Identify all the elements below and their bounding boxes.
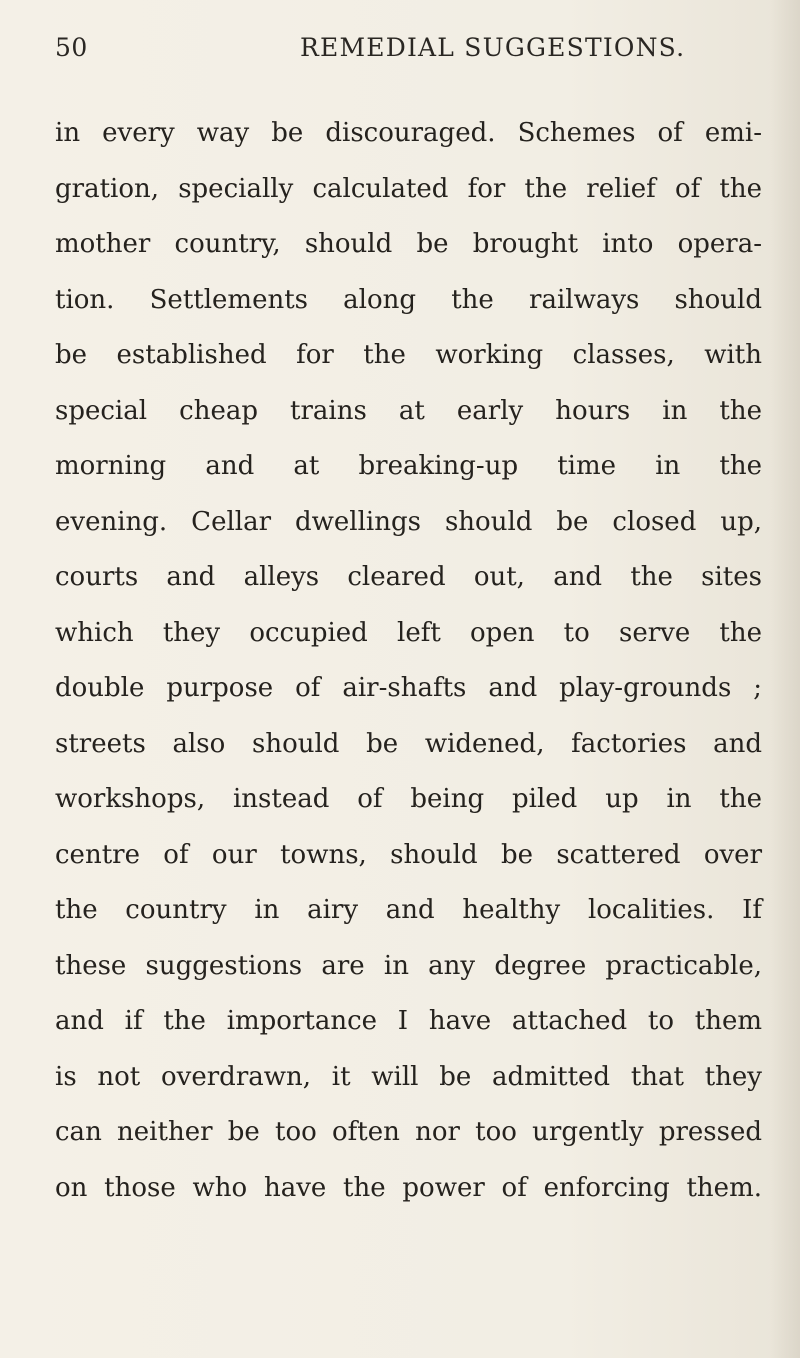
text-line: is not overdrawn, it will be admitted that they [55,1061,762,1092]
text-line: the country in airy and healthy localities. If [55,895,762,925]
text-line: courts and alleys cleared out, and the sites [55,562,762,592]
running-title: REMEDIAL SUGGESTIONS. [300,33,686,62]
text-line: special cheap trains at early hours in the [55,395,762,426]
text-line: centre of our towns, should be scattered over [55,839,762,870]
text-line: which they occupied left open to serve the [55,617,762,648]
text-line: be established for the working classes, with [55,340,762,370]
text-line: workshops, instead of being piled up in the [55,784,762,814]
text-line: streets also should be widened, factories and [55,728,762,759]
text-line: double purpose of air-shafts and play-grounds ; [55,673,762,703]
text-line: gration, specially calculated for the relief of the [55,173,762,204]
text-line: in every way be discouraged. Schemes of emi- [55,118,762,148]
running-head [55,33,755,69]
text-line: evening. Cellar dwellings should be closed up, [55,506,762,537]
page-edge-shadow [770,0,800,1358]
text-line: on those who have the power of enforcing them. [55,1172,762,1203]
text-line: these suggestions are in any degree practicable, [55,950,762,981]
text-line: and if the importance I have attached to them [55,1006,762,1036]
body-paragraph [55,106,762,1216]
text-line: morning and at breaking-up time in the [55,451,762,481]
text-line: mother country, should be brought into opera- [55,229,762,259]
text-line: can neither be too often nor too urgently pressed [55,1117,762,1147]
page-number: 50 [55,33,88,62]
text-line: tion. Settlements along the railways should [55,284,762,315]
